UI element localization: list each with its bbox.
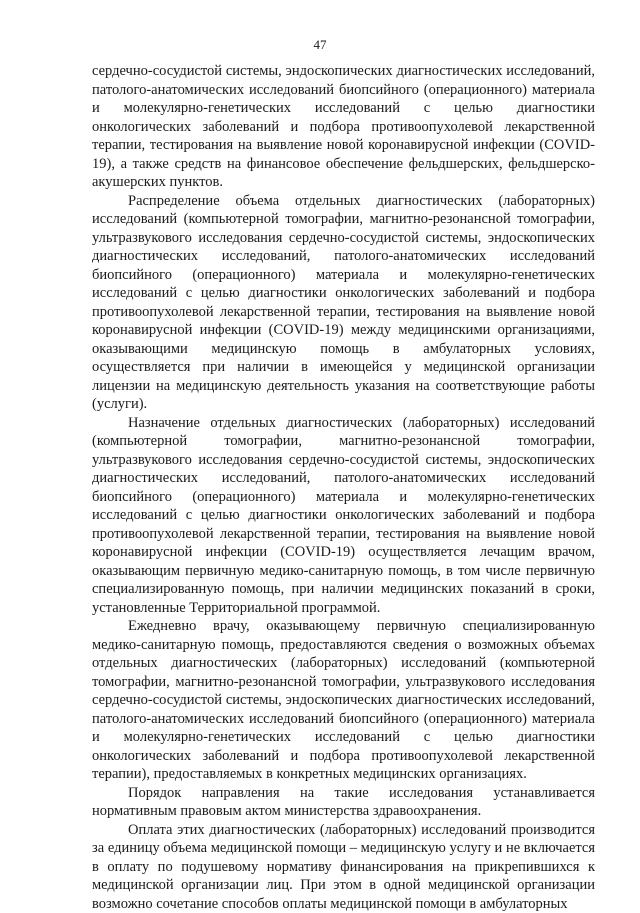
paragraph-continuation: сердечно-сосудистой системы, эндоскопических диагностических исследований, патолого-анатомических исследований биопсийного (операционного) материала и молекулярно-генетических исследований с целью диагностики онкологических заболеваний и подбора противоопухолевой лекарственной терапии, тестирования на выявление новой коронавирусной инфекции (COVID-19), а также средств на финансовое обеспечение фельдшерских, фельдшерско-акушерских пунктов. <box>92 62 595 192</box>
document-body <box>92 62 595 913</box>
paragraph-referral-procedure: Порядок направления на такие исследования устанавливается нормативным правовым актом министерства здравоохранения. <box>92 784 595 821</box>
page-number: 47 <box>0 37 640 53</box>
paragraph-payment: Оплата этих диагностических (лабораторных) исследований производится за единицу объема медицинской помощи – медицинскую услугу и не включается в оплату по подушевому нормативу финансирования на прикрепившихся к медицинской организации лиц. При этом в одной медицинской организации возможно сочетание способов оплаты медицинской помощи в амбулаторных <box>92 821 595 913</box>
paragraph-daily-information: Ежедневно врачу, оказывающему первичную специализированную медико-санитарную помощь, предоставляются сведения о возможных объемах отдельных диагностических (лабораторных) исследований (компьютерной томографии, магнитно-резонансной томографии, ультразвукового исследования сердечно-сосудистой системы, эндоскопических диагностических исследований, патолого-анатомических исследований биопсийного (операционного) материала и молекулярно-генетических исследований с целью диагностики онкологических заболеваний и подбора противоопухолевой лекарственной терапии), предоставляемых в конкретных медицинских организациях. <box>92 617 595 784</box>
paragraph-prescription: Назначение отдельных диагностических (лабораторных) исследований (компьютерной томографии, магнитно-резонансной томографии, ультразвукового исследования сердечно-сосудистой системы, эндоскопических диагностических исследований, патолого-анатомических исследований биопсийного (операционного) материала и молекулярно-генетических исследований с целью диагностики онкологических заболеваний и подбора противоопухолевой лекарственной терапии, тестирования на выявление новой коронавирусной инфекции (COVID-19) осуществляется лечащим врачом, оказывающим первичную медико-санитарную помощь, в том числе первичную специализированную помощь, при наличии медицинских показаний в сроки, установленные Территориальной программой. <box>92 414 595 618</box>
paragraph-volume-distribution: Распределение объема отдельных диагностических (лабораторных) исследований (компьютерной томографии, магнитно-резонансной томографии, ультразвукового исследования сердечно-сосудистой системы, эндоскопических диагностических исследований, патолого-анатомических исследований биопсийного (операционного) материала и молекулярно-генетических исследований с целью диагностики онкологических заболеваний и подбора противоопухолевой лекарственной терапии, тестирования на выявление новой коронавирусной инфекции (COVID-19) между медицинскими организациями, оказывающими медицинскую помощь в амбулаторных условиях, осуществляется при наличии в имеющейся у медицинской организации лицензии на медицинскую деятельность указания на соответствующие работы (услуги). <box>92 192 595 414</box>
